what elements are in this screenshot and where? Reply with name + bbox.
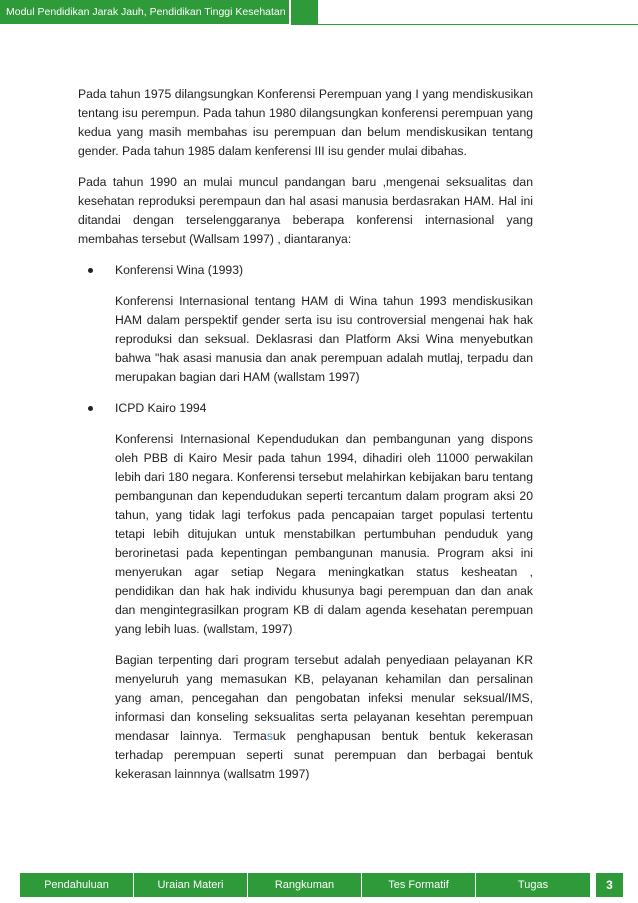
bullet-item-icpd (78, 399, 533, 784)
text-run: Bagian terpenting dari program tersebut adalah penyediaan pelayanan KR menyeluruh yang memasukan KB, pelayanan kehamilan dan persalinan yang aman, pencegahan dan pengobatan infeksi menular seksual/IMS, informasi dan konseling seksualitas serta pelayanan kesehtan perempuan mendasar lainnya. Terma (115, 653, 533, 743)
bullet-wina-paragraph: Konferensi Internasional tentang HAM di Wina tahun 1993 mendiskusikan HAM dalam perspektif gender serta isu isu controversial mengenai hak hak reproduksi dan seksual. Deklasrasi dan Platform Aksi Wina menyebutkan bahwa "hak asasi manusia dan anak perempuan adalah mutlaj, terpadu dan merupakan bagian dari HAM (wallstam 1997) (115, 294, 533, 384)
highlighted-letter: s (266, 729, 273, 743)
bullet-title-row (78, 399, 533, 418)
bullet-icon (88, 268, 93, 273)
bullet-icpd-paragraph-1: Konferensi Internasional Kependudukan dan pembangunan yang dispons oleh PBB di Kairo Mesir pada tahun 1994, dihadiri oleh 11000 perwakilan lebih dari 180 negara. Konferensi tersebut melahirkan kebijakan baru tentang pembangunan dan kependudukan seperti tercantum dalam program aksi 20 tahun, yang tidak lagi terfokus pada pencapaian target populasi tertentu tetapi lebih ditujukan untuk menstabilkan pertumbuhan penduduk yang berorinetasi pada kepentingan pembangunan manusia. Program aksi ini menyerukan agar setiap Negara meningkatkan status kesheatan , pendidikan dan hak hak individu khusunya bagi perempuan dan dan anak dan mengintegrasilkan program KB di dalam agenda kesehatan perempuan yang lebih luas. (wallstam, 1997) (115, 432, 533, 636)
bullet-icpd-paragraph-2 (78, 651, 533, 784)
bullet-title-wina: Konferensi Wina (1993) (115, 263, 244, 277)
header-accent-block (291, 0, 318, 24)
nav-uraian-materi[interactable]: Uraian Materi (157, 879, 224, 891)
header-divider-line (291, 24, 638, 25)
page-number: 3 (596, 873, 623, 897)
paragraph-1: Pada tahun 1975 dilangsungkan Konferensi Perempuan yang I yang mendiskusikan tentang isu perempun. Pada tahun 1980 dilangsungkan konferensi perempuan yang kedua yang masih membahas isu perempuan dan belum mendiskusikan tentang gender. Pada tahun 1985 dalam kenferensi III isu gender mulai dibahas. (78, 87, 533, 158)
footer-nav (20, 873, 590, 897)
module-header-title: Modul Pendidikan Jarak Jauh, Pendidikan Tinggi Kesehatan (0, 0, 289, 24)
bullet-item-wina (78, 261, 533, 387)
bullet-title-row (78, 261, 533, 280)
nav-pendahuluan[interactable]: Pendahuluan (44, 879, 109, 891)
nav-tes-formatif[interactable]: Tes Formatif (388, 879, 449, 891)
bullet-title-icpd: ICPD Kairo 1994 (115, 401, 207, 415)
main-content (78, 85, 533, 796)
nav-tugas[interactable]: Tugas (517, 879, 549, 891)
bullet-icon (88, 406, 93, 411)
text-run: uk penghapusan bentuk bentuk kekerasan terhadap perempuan seperti sunat perempuan dan berbagai bentuk kekerasan lainnnya (wallsatm 1997) (115, 729, 533, 781)
paragraph-2: Pada tahun 1990 an mulai muncul pandangan baru ,mengenai seksualitas dan kesehatan reproduksi perempaun dan hal asasi manusia berdasrakan HAM. Hal ini ditandai dengan terselenggaranya beberapa konferensi internasional yang membahas tersebut (Wallsam 1997) , diantaranya: (78, 175, 533, 246)
nav-rangkuman[interactable]: Rangkuman (274, 879, 335, 891)
